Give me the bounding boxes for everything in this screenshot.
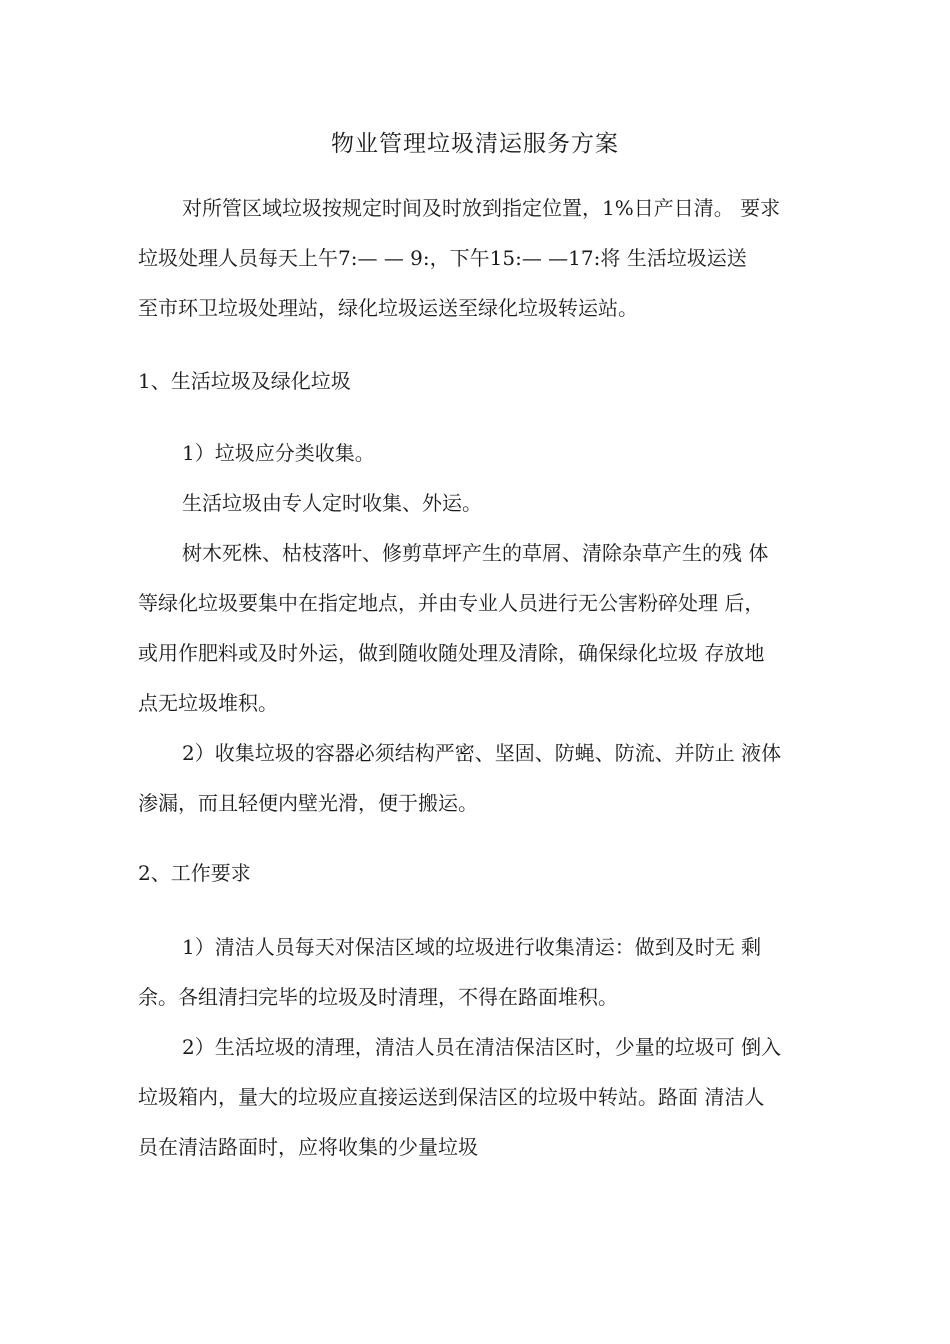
intro-line: 垃圾处理人员每天上午7:— — 9:，下午15:— —17:将 生活垃圾运送 bbox=[138, 246, 747, 270]
item-text: 垃圾箱内，量大的垃圾应直接运送到保洁区的垃圾中转站。路面 清洁人 bbox=[138, 1085, 765, 1109]
intro-paragraph bbox=[138, 183, 826, 333]
item-text: 2）生活垃圾的清理，清洁人员在清洁保洁区时，少量的垃圾可 倒入 bbox=[182, 1035, 782, 1059]
document-title: 物业管理垃圾清运服务方案 bbox=[331, 131, 619, 157]
item-text: 1）垃圾应分类收集。 bbox=[182, 441, 375, 465]
item-text: 等绿化垃圾要集中在指定地点，并由专业人员进行无公害粉碎处理 后， bbox=[138, 591, 765, 615]
section-2-heading-block bbox=[138, 848, 826, 898]
section-2-items bbox=[138, 922, 826, 1172]
intro-line: 至市环卫垃圾处理站，绿化垃圾运送至绿化垃圾转运站。 bbox=[138, 296, 638, 320]
item-text: 员在清洁路面时，应将收集的少量垃圾 bbox=[138, 1135, 478, 1159]
item-text: 或用作肥料或及时外运，做到随收随处理及清除，确保绿化垃圾 存放地 bbox=[138, 641, 765, 665]
section-1-item-1 bbox=[138, 428, 826, 828]
item-text: 余。各组清扫完毕的垃圾及时清理，不得在路面堆积。 bbox=[138, 985, 618, 1009]
section-1-heading-block bbox=[138, 356, 826, 406]
intro-line: 对所管区域垃圾按规定时间及时放到指定位置，1%日产日清。 要求 bbox=[182, 196, 781, 220]
item-text: 点无垃圾堆积。 bbox=[138, 691, 278, 715]
item-text: 渗漏，而且轻便内壁光滑，便于搬运。 bbox=[138, 791, 478, 815]
item-text: 2）收集垃圾的容器必须结构严密、坚固、防蝇、防流、并防止 液体 bbox=[182, 741, 782, 765]
item-text: 树木死株、枯枝落叶、修剪草坪产生的草屑、清除杂草产生的残 体 bbox=[182, 541, 769, 565]
section-2-heading: 2、工作要求 bbox=[138, 861, 251, 885]
item-text: 生活垃圾由专人定时收集、外运。 bbox=[182, 491, 482, 515]
item-text: 1）清洁人员每天对保洁区域的垃圾进行收集清运：做到及时无 剩 bbox=[182, 935, 762, 959]
section-1-heading: 1、生活垃圾及绿化垃圾 bbox=[138, 369, 351, 393]
